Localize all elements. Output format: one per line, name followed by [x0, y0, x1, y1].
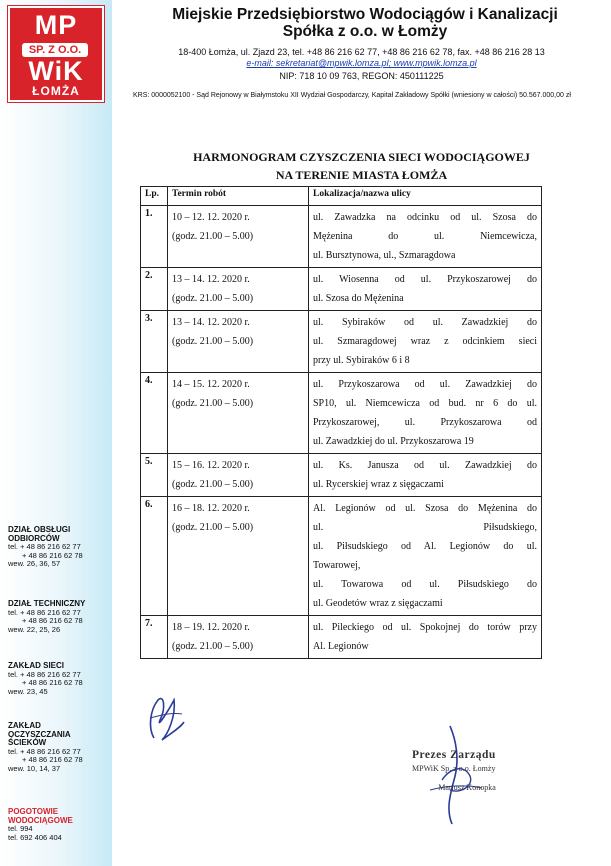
location-line: Przykoszarowej, ul. Przykoszarowa od [313, 417, 537, 428]
row-term [168, 454, 309, 497]
signature-company: MPWiK Sp. z o.o. Łomży [412, 764, 496, 773]
department-phone: wew. 26, 36, 57 [8, 559, 61, 569]
table-header-row [141, 187, 542, 206]
term-line: 13 – 14. 12. 2020 r. [172, 274, 250, 285]
row-term [168, 311, 309, 373]
location-line: ul. Bursztynowa, ul., Szmaragdowa [313, 250, 456, 261]
term-line: (godz. 21.00 – 5.00) [172, 641, 254, 652]
department-phone: tel. + 48 86 216 62 77 [8, 542, 81, 552]
document-title: HARMONOGRAM CZYSZCZENIA SIECI WODOCIĄGOWEJ [193, 150, 530, 164]
department-contact [8, 662, 83, 696]
location-line: ul. Zawadzkiej do ul. Przykoszarowa 19 [313, 436, 474, 447]
location-line: ul. Przykoszarowa od ul. Zawadzkiej do [313, 379, 537, 390]
header-term: Termin robót [168, 187, 309, 206]
company-email-line [112, 58, 611, 69]
company-logo [8, 6, 104, 102]
department-phone: wew. 10, 14, 37 [8, 763, 61, 773]
department-phone: + 48 86 216 62 78 [22, 755, 83, 765]
term-line: 16 – 18. 12. 2020 r. [172, 503, 250, 514]
department-name: POGOTOWIE [8, 807, 59, 816]
row-location [309, 616, 542, 659]
department-name: ZAKŁAD SIECI [8, 661, 64, 670]
location-line: Mężenina do ul. Niemcewicza, [313, 231, 537, 242]
department-name: ZAKŁAD [8, 721, 41, 730]
row-number: 4. [141, 373, 168, 454]
location-line: ul. Szmaragdowej wraz z odcinkiem sieci [313, 336, 537, 347]
table-row [141, 268, 542, 311]
location-line: SP10, ul. Niemcewicza od bud. nr 6 do ul. [313, 398, 537, 409]
location-line: ul. Rycerskiej wraz z sięgaczami [313, 479, 444, 490]
department-phone: tel. + 48 86 216 62 77 [8, 746, 81, 756]
department-phone: wew. 23, 45 [8, 686, 48, 696]
location-line: ul. Ks. Janusza od ul. Zawadzkiej do [313, 460, 537, 471]
row-number: 7. [141, 616, 168, 659]
company-address: 18-400 Łomża, ul. Zjazd 23, tel. +48 86 216 62 77, +48 86 216 62 78, fax. +48 86 216 28 13 [178, 47, 545, 57]
letterhead-title [128, 6, 602, 40]
row-location [309, 311, 542, 373]
location-line: ul. Wiosenna od ul. Przykoszarowej do [313, 274, 537, 285]
location-line: ul. Pileckiego od ul. Spokojnej do torów przy [313, 622, 537, 633]
term-line: (godz. 21.00 – 5.00) [172, 479, 254, 490]
schedule-table [140, 186, 542, 659]
term-line: (godz. 21.00 – 5.00) [172, 522, 254, 533]
location-line: Al. Legionów od ul. Szosa do Mężenina do [313, 503, 537, 514]
row-number: 3. [141, 311, 168, 373]
company-email[interactable]: e-mail: sekretariat@mpwik.lomza.pl; www.mpwik.lomza.pl [246, 58, 477, 68]
location-line: ul. Zawadzka na odcinku od ul. Szosa do [313, 212, 537, 223]
table-row [141, 616, 542, 659]
term-line: (godz. 21.00 – 5.00) [172, 336, 254, 347]
department-phone: wew. 22, 25, 26 [8, 624, 61, 634]
department-name: ŚCIEKÓW [8, 738, 47, 748]
row-location [309, 454, 542, 497]
department-name: ODBIORCÓW [8, 533, 60, 543]
row-term [168, 497, 309, 616]
term-line: (godz. 21.00 – 5.00) [172, 231, 254, 242]
department-name: OCZYSZCZANIA [8, 729, 71, 739]
row-location [309, 268, 542, 311]
row-number: 5. [141, 454, 168, 497]
row-term [168, 268, 309, 311]
department-phone: tel. + 48 86 216 62 77 [8, 607, 81, 617]
signature-title: Prezes Zarządu [412, 749, 496, 761]
row-location [309, 497, 542, 616]
row-number: 6. [141, 497, 168, 616]
department-phone: + 48 86 216 62 78 [22, 678, 83, 688]
location-line: ul. Geodetów wraz z sięgaczami [313, 598, 443, 609]
row-number: 2. [141, 268, 168, 311]
term-line: 10 – 12. 12. 2020 r. [172, 212, 250, 223]
logo-lomza: ŁOMŻA [32, 84, 80, 98]
term-line: 15 – 16. 12. 2020 r. [172, 460, 250, 471]
term-line: 18 – 19. 12. 2020 r. [172, 622, 250, 633]
department-phone: tel. + 48 86 216 62 77 [8, 669, 81, 679]
department-name: WODOCIĄGOWE [8, 815, 73, 825]
table-row [141, 497, 542, 616]
location-line: Towarowej, [313, 560, 361, 571]
department-contact [8, 600, 85, 634]
row-number: 1. [141, 206, 168, 268]
table-row [141, 373, 542, 454]
department-phone: + 48 86 216 62 78 [22, 616, 83, 626]
location-line: Al. Legionów [313, 641, 369, 652]
location-line: ul. Sybiraków od ul. Zawadzkiej do [313, 317, 537, 328]
logo-wik: WiK [28, 56, 84, 86]
department-phone: tel. 692 406 404 [8, 832, 62, 842]
department-contact [8, 526, 83, 569]
department-phone: + 48 86 216 62 78 [22, 550, 83, 560]
location-line: ul. Towarowa od ul. Piłsudskiego do [313, 579, 537, 590]
row-location [309, 206, 542, 268]
row-term [168, 616, 309, 659]
table-row [141, 454, 542, 497]
row-location [309, 373, 542, 454]
signature-name: Mariusz Konopka [438, 783, 496, 792]
term-line: 13 – 14. 12. 2020 r. [172, 317, 250, 328]
term-line: 14 – 15. 12. 2020 r. [172, 379, 250, 390]
location-line: przy ul. Sybiraków 6 i 8 [313, 355, 410, 366]
logo-spzoo: SP. Z O.O. [22, 43, 88, 57]
initials-signature-icon [140, 688, 190, 746]
term-line: (godz. 21.00 – 5.00) [172, 398, 254, 409]
location-line: ul. Piłsudskiego, [313, 522, 537, 533]
table-row [141, 206, 542, 268]
department-name: DZIAŁ TECHNICZNY [8, 599, 86, 608]
table-row [141, 311, 542, 373]
company-form: Spółka z o.o. w Łomży [282, 23, 448, 40]
company-krs: KRS: 0000052100 - Sąd Rejonowy w Białymstoku XII Wydział Gospodarczy, Kapitał Zakładowy Spółki (wniesiony w całości) 50.567.000,00 zł [133, 92, 571, 99]
term-line: (godz. 21.00 – 5.00) [172, 293, 254, 304]
department-name: DZIAŁ OBSŁUGI [8, 525, 71, 534]
company-name: Miejskie Przedsiębiorstwo Wodociągów i Kanalizacji [172, 6, 558, 23]
department-contact [8, 722, 83, 774]
row-term [168, 206, 309, 268]
company-nip: NIP: 718 10 09 763, REGON: 450111225 [279, 71, 444, 81]
document-subtitle: NA TERENIE MIASTA ŁOMŻA [275, 168, 448, 182]
signature-block [412, 749, 522, 792]
location-line: ul. Szosa do Mężenina [313, 293, 404, 304]
location-line: ul. Piłsudskiego od Al. Legionów do ul. [313, 541, 537, 552]
department-phone: tel. 994 [8, 824, 33, 834]
header-location: Lokalizacja/nazwa ulicy [309, 187, 542, 206]
header-lp: Lp. [141, 187, 168, 206]
department-contact [8, 808, 73, 842]
row-term [168, 373, 309, 454]
logo-mp: MP [34, 10, 78, 40]
